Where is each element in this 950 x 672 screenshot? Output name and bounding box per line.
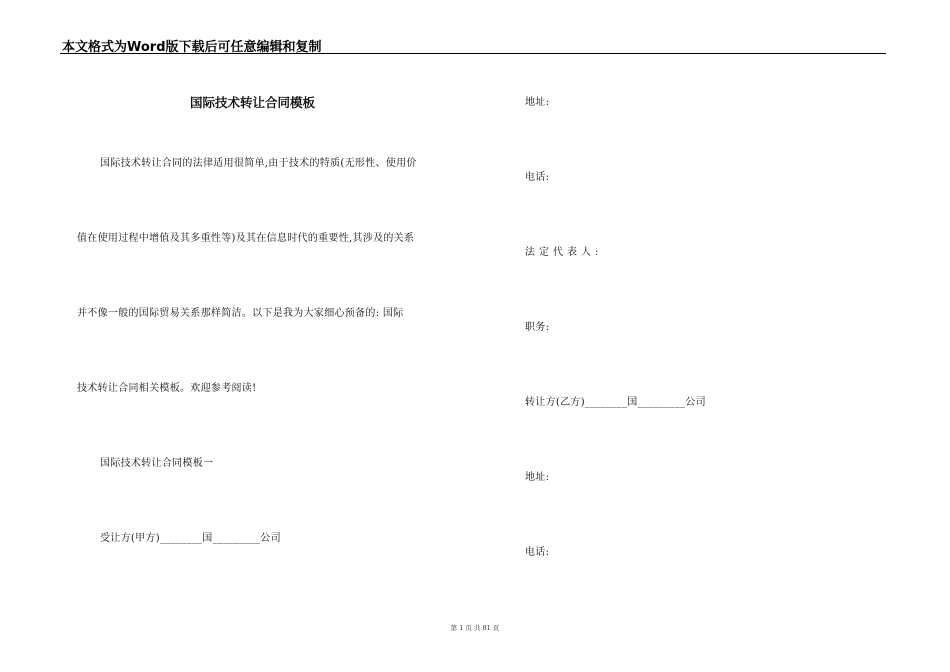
body-text-line: 值在使用过程中增值及其多重性等)及其在信息时代的重要性,其涉及的关系	[77, 233, 415, 244]
position-field-label: 职务:	[525, 322, 550, 333]
header-title: 本文格式为Word版下载后可任意编辑和复制	[62, 40, 322, 55]
party-a-line: 受让方(甲方)________国_________公司	[100, 533, 281, 544]
body-text-line: 国际技术转让合同的法律适用很简单,由于技术的特质(无形性、使用价	[100, 158, 417, 169]
document-title: 国际技术转让合同模板	[190, 95, 316, 110]
address-field-label: 地址:	[525, 97, 550, 108]
body-text-line: 技术转让合同相关模板。欢迎参考阅读!	[77, 383, 257, 394]
address-field-label: 地址:	[525, 472, 550, 483]
section-heading: 国际技术转让合同模板一	[100, 458, 214, 469]
header-divider	[60, 53, 886, 54]
body-text-line: 并不像一般的国际贸易关系那样简洁。以下是我为大家细心预备的: 国际	[77, 308, 404, 319]
party-b-line: 转让方(乙方)________国_________公司	[525, 397, 706, 408]
phone-field-label: 电话:	[525, 172, 550, 183]
page-number: 第 1 页 共 81 页	[450, 624, 500, 632]
phone-field-label: 电话:	[525, 547, 550, 558]
legal-representative-label: 法定代表人:	[525, 247, 603, 258]
